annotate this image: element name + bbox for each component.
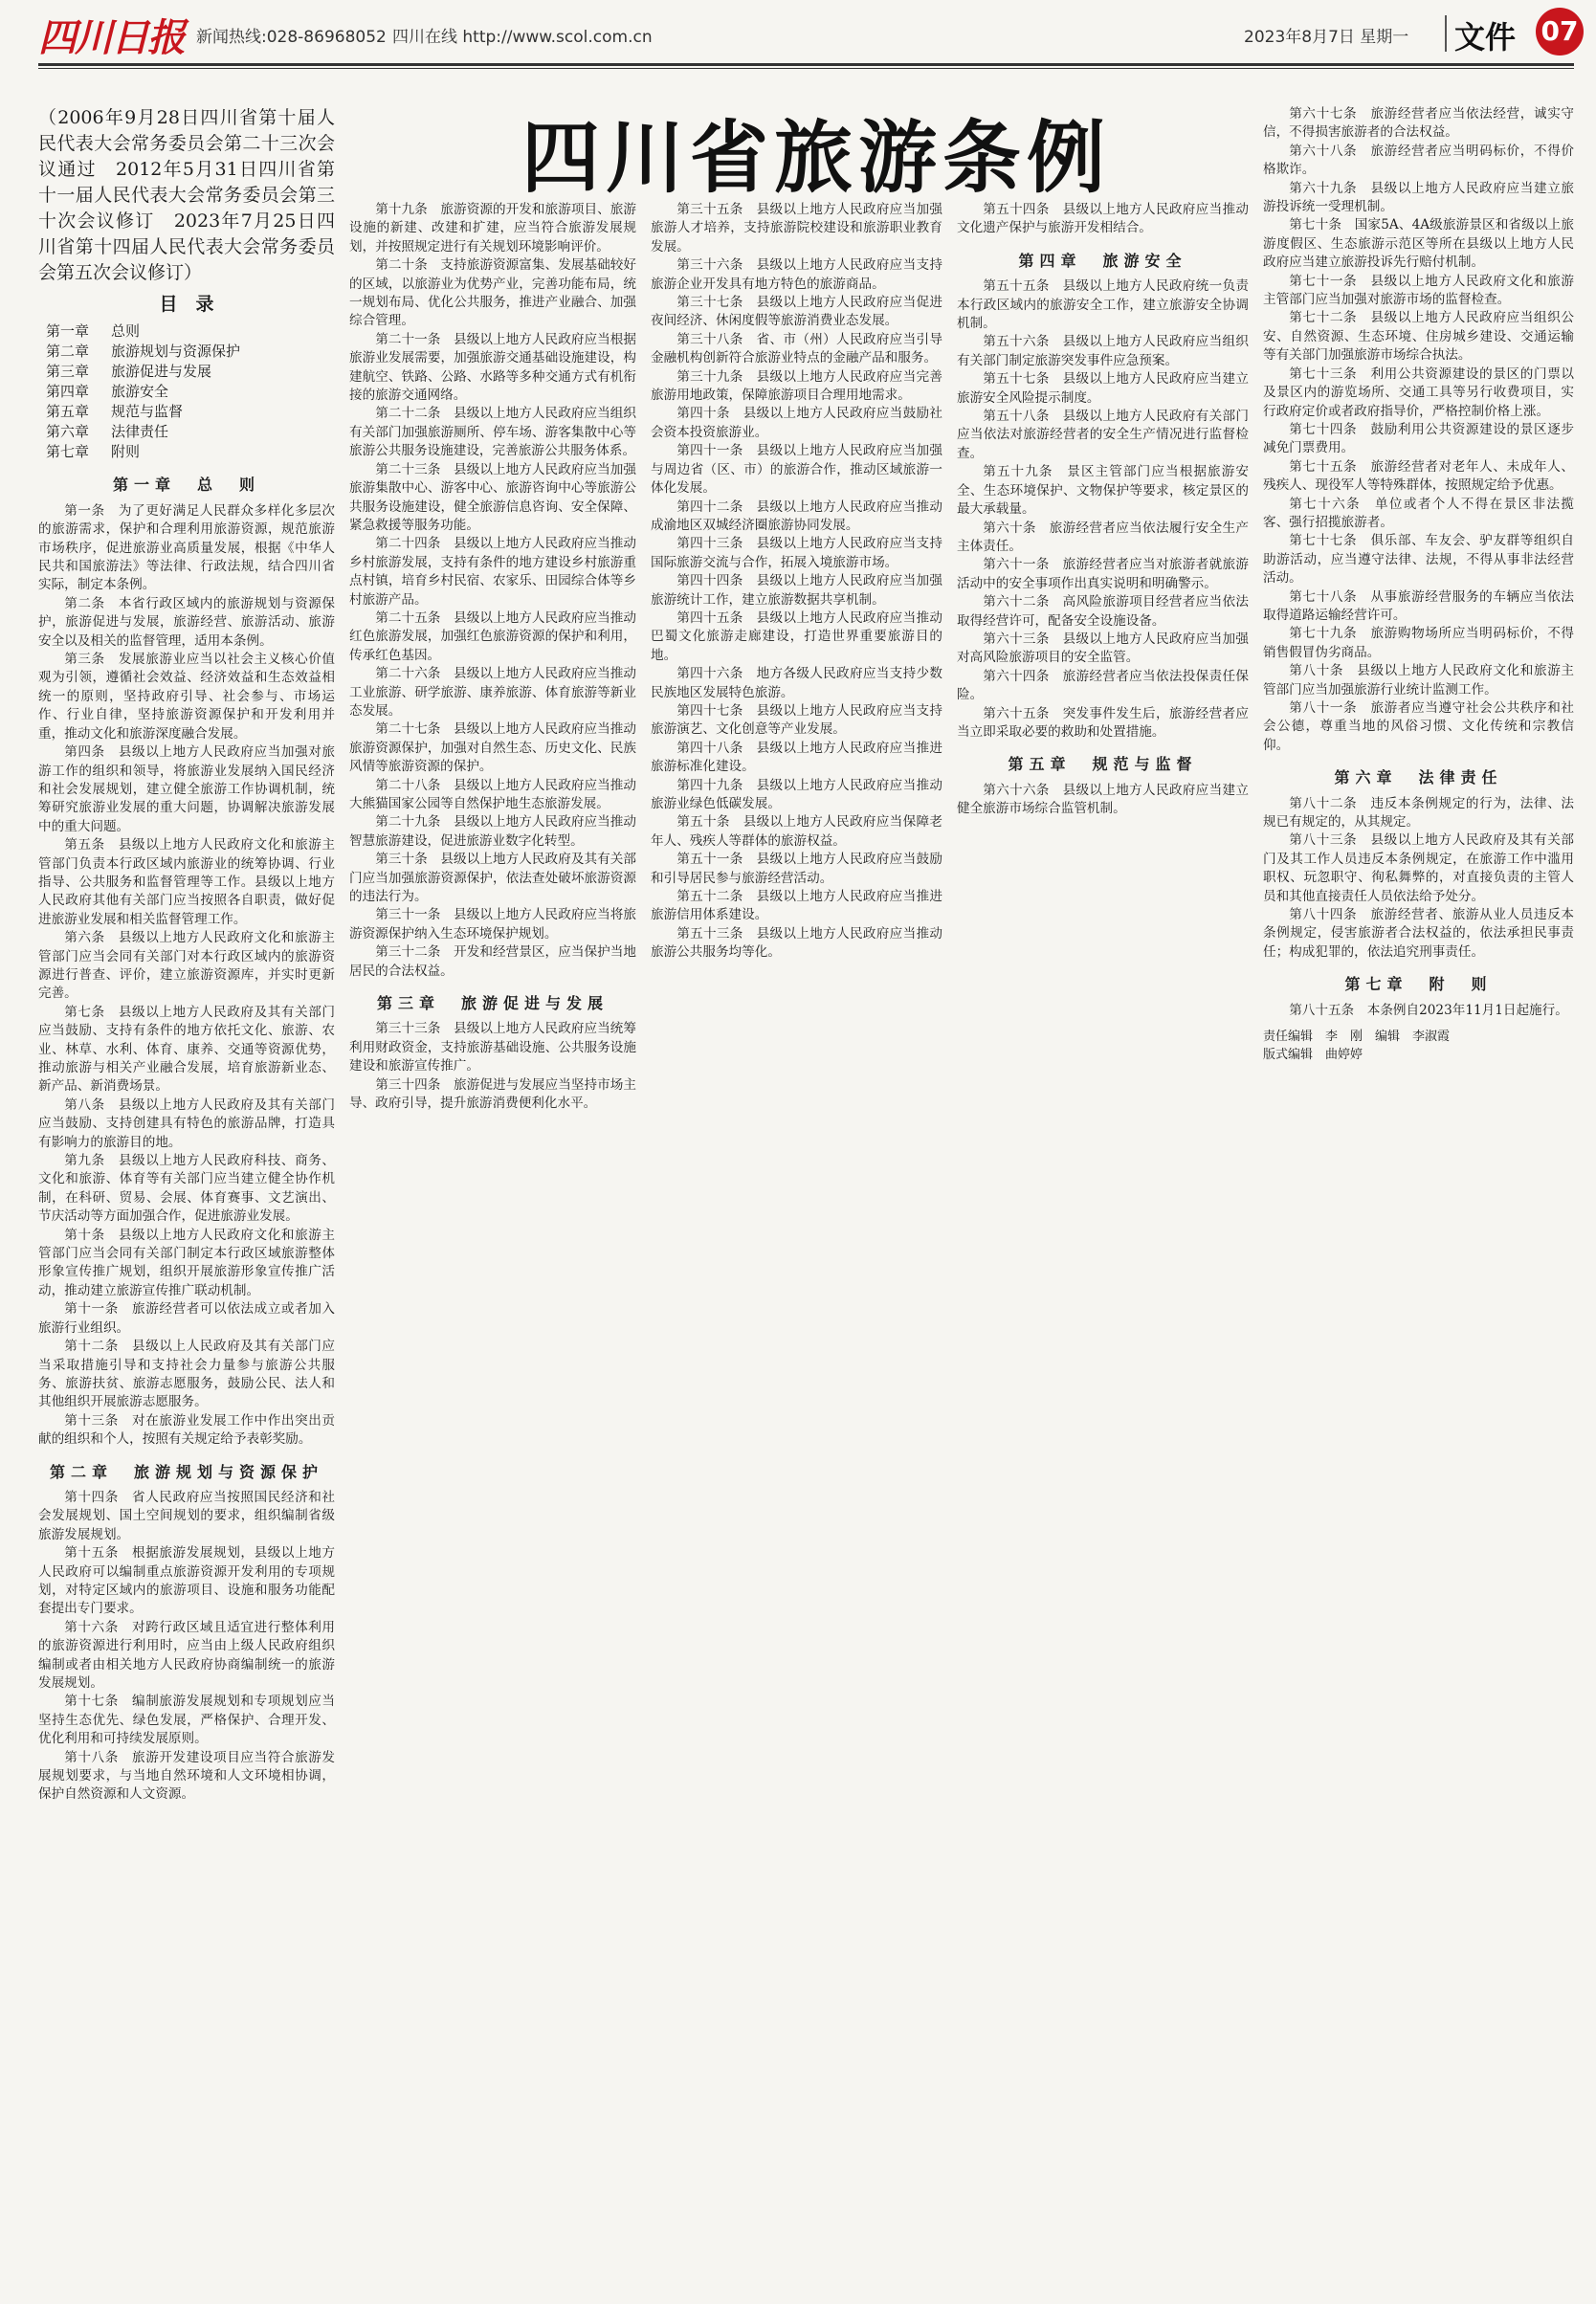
header-rule-thin — [38, 68, 1574, 69]
article: 第五条 县级以上地方人民政府文化和旅游主管部门负责本行政区域内旅游业的统筹协调、行业指导、公共服务和监督管理等工作。县级以上地方人民政府其他有关部门应当按照各自职责，做好促进旅游业发展和相关监督管理工作。 — [38, 837, 335, 927]
article: 第七十六条 单位或者个人不得在景区非法揽客、强行招揽旅游者。 — [1263, 496, 1574, 530]
toc-heading: 目 录 — [159, 294, 214, 315]
masthead — [0, 0, 1596, 63]
article: 第二十条 支持旅游资源富集、发展基础较好的区域，以旅游业为优势产业，完善功能布局，统一规划布局、优化公共服务，推进产业融合、加强综合管理。 — [349, 257, 636, 329]
article: 第五十八条 县级以上地方人民政府有关部门应当依法对旅游经营者的安全生产情况进行监督检查。 — [957, 409, 1249, 461]
article: 第二十一条 县级以上地方人民政府应当根据旅游业发展需要，加强旅游交通基础设施建设，构建航空、铁路、公路、水路等多种交通方式有机衔接的旅游交通网络。 — [349, 331, 636, 404]
page-number-badge: 07 — [1536, 8, 1584, 55]
article: 第五十一条 县级以上地方人民政府应当鼓励和引导居民参与旅游经营活动。 — [651, 852, 942, 886]
article: 第七十三条 利用公共资源建设的景区的门票以及景区内的游览场所、交通工具等另行收费项目，实行政府定价或者政府指导价，严格控制价格上涨。 — [1263, 366, 1574, 419]
article: 第七十一条 县级以上地方人民政府文化和旅游主管部门应当加强对旅游市场的监督检查。 — [1263, 273, 1574, 308]
article: 第五十三条 县级以上地方人民政府应当推动旅游公共服务均等化。 — [651, 925, 942, 961]
article: 第六十条 旅游经营者应当依法履行安全生产主体责任。 — [957, 520, 1249, 554]
article: 第四十六条 地方各级人民政府应当支持少数民族地区发展特色旅游。 — [651, 666, 942, 700]
article: 第六十五条 突发事件发生后，旅游经营者应当立即采取必要的救助和处置措施。 — [957, 705, 1249, 740]
article: 第六十一条 旅游经营者应当对旅游者就旅游活动中的安全事项作出真实说明和明确警示。 — [957, 557, 1249, 591]
toc-item[interactable]: 第六章 法律责任 — [46, 423, 169, 441]
article: 第四条 县级以上地方人民政府应当加强对旅游工作的组织和领导，将旅游业发展纳入国民经济和社会发展规划，建立健全旅游工作协调机制，统筹研究旅游业发展的重大问题，协调解决旅游发展中的重大问题。 — [38, 744, 335, 834]
column-3 — [651, 201, 942, 2287]
article: 第十六条 对跨行政区域且适宜进行整体利用的旅游资源进行利用时，应当由上级人民政府组织编制或者由相关地方人民政府协商编制统一的旅游发展规划。 — [38, 1619, 335, 1691]
article: 第二十三条 县级以上地方人民政府应当加强旅游集散中心、游客中心、旅游咨询中心等旅游公共服务设施建设，健全旅游信息咨询、安全保障、紧急救援等服务功能。 — [349, 461, 636, 533]
article: 第七十八条 从事旅游经营服务的车辆应当依法取得道路运输经营许可。 — [1263, 588, 1574, 623]
article: 第三十条 县级以上地方人民政府及其有关部门应当加强旅游资源保护，依法查处破坏旅游资源的违法行为。 — [349, 852, 636, 905]
article: 第六十七条 旅游经营者应当依法经营，诚实守信，不得损害旅游者的合法权益。 — [1263, 106, 1574, 141]
article: 第七十四条 鼓励利用公共资源建设的景区逐步减免门票费用。 — [1263, 421, 1574, 456]
chapter-heading: 第六章 法律责任 — [1334, 768, 1503, 787]
article: 第十四条 省人民政府应当按照国民经济和社会发展规划、国土空间规划的要求，组织编制省级旅游发展规划。 — [38, 1489, 335, 1542]
news-hotline: 新闻热线:028-86968052 — [196, 28, 387, 47]
column-1 — [38, 105, 335, 2287]
article: 第三十四条 旅游促进与发展应当坚持市场主导、政府引导，提升旅游消费便利化水平。 — [349, 1076, 636, 1112]
newspaper-logo: 四川日报 — [38, 15, 184, 60]
issue-date: 2023年8月7日 星期一 — [1244, 28, 1409, 47]
article: 第六十四条 旅游经营者应当依法投保责任保险。 — [957, 668, 1249, 703]
article: 第三十五条 县级以上地方人民政府应当加强旅游人才培养，支持旅游院校建设和旅游职业教育发展。 — [651, 202, 942, 255]
article: 第三十二条 开发和经营景区，应当保护当地居民的合法权益。 — [349, 944, 636, 979]
article: 第三十七条 县级以上地方人民政府应当促进夜间经济、休闲度假等旅游消费业态发展。 — [651, 295, 942, 329]
article: 第三十九条 县级以上地方人民政府应当完善旅游用地政策，保障旅游项目合理用地需求。 — [651, 368, 942, 404]
article: 第三十三条 县级以上地方人民政府应当统筹利用财政资金，支持旅游基础设施、公共服务设施建设和旅游宣传推广。 — [349, 1021, 636, 1074]
article: 第七十二条 县级以上地方人民政府应当组织公安、自然资源、生态环境、住房城乡建设、交通运输等有关部门加强旅游市场综合执法。 — [1263, 310, 1574, 364]
toc-item[interactable]: 第四章 旅游安全 — [46, 383, 169, 401]
article: 第三十八条 省、市（州）人民政府应当引导金融机构创新符合旅游业特点的金融产品和服务。 — [651, 331, 942, 366]
article: 第十八条 旅游开发建设项目应当符合旅游发展规划要求，与当地自然环境和人文环境相协调，保护自然资源和人文资源。 — [38, 1749, 335, 1803]
column-5 — [1263, 105, 1574, 2292]
website-link[interactable]: 四川在线 http://www.scol.com.cn — [392, 28, 653, 47]
article: 第十五条 根据旅游发展规划，县级以上地方人民政府可以编制重点旅游资源开发利用的专项规划，对特定区域内的旅游项目、设施和服务功能配套提出专门要求。 — [38, 1545, 335, 1617]
article: 第四十九条 县级以上地方人民政府应当推动旅游业绿色低碳发展。 — [651, 777, 942, 811]
article: 第七十条 国家5A、4A级旅游景区和省级以上旅游度假区、生态旅游示范区等所在县级以上地方人民政府应当建立旅游投诉先行赔付机制。 — [1263, 217, 1574, 271]
article: 第四十八条 县级以上地方人民政府应当推进旅游标准化建设。 — [651, 740, 942, 775]
article: 第八十四条 旅游经营者、旅游从业人员违反本条例规定，侵害旅游者合法权益的，依法承担民事责任；构成犯罪的，依法追究刑事责任。 — [1263, 907, 1574, 960]
toc-item[interactable]: 第二章 旅游规划与资源保护 — [46, 343, 241, 361]
article: 第四十二条 县级以上地方人民政府应当推动成渝地区双城经济圈旅游协同发展。 — [651, 498, 942, 533]
column-4 — [957, 201, 1249, 2287]
article: 第六十六条 县级以上地方人民政府应当建立健全旅游市场综合监管机制。 — [957, 782, 1249, 817]
section-label: 文件 — [1454, 19, 1517, 55]
chapter-heading: 第七章 附 则 — [1344, 975, 1493, 994]
article: 第六十九条 县级以上地方人民政府应当建立旅游投诉统一受理机制。 — [1263, 180, 1574, 215]
toc-item[interactable]: 第三章 旅游促进与发展 — [46, 363, 212, 381]
article: 第四十条 县级以上地方人民政府应当鼓励社会资本投资旅游业。 — [651, 406, 942, 440]
article: 第七十五条 旅游经营者对老年人、未成年人、残疾人、现役军人等特殊群体，按照规定给予优惠。 — [1263, 458, 1574, 494]
article: 第十二条 县级以上人民政府及其有关部门应当采取措施引导和支持社会力量参与旅游公共服务、旅游扶贫、旅游志愿服务，鼓励公民、法人和其他组织开展旅游志愿服务。 — [38, 1339, 335, 1410]
editor-credits — [1263, 1028, 1574, 1064]
article: 第八十五条 本条例自2023年11月1日起施行。 — [1289, 1002, 1568, 1018]
article: 第二十九条 县级以上地方人民政府应当推动智慧旅游建设，促进旅游业数字化转型。 — [349, 814, 636, 849]
article: 第六条 县级以上地方人民政府文化和旅游主管部门应当会同有关部门对本行政区域内的旅游资源进行普查、评价，建立旅游资源库，并实时更新完善。 — [38, 930, 335, 1002]
article: 第八十条 县级以上地方人民政府文化和旅游主管部门应当加强旅游行业统计监测工作。 — [1263, 663, 1574, 698]
article: 第四十七条 县级以上地方人民政府应当支持旅游演艺、文化创意等产业发展。 — [651, 702, 942, 738]
article: 第五十七条 县级以上地方人民政府应当建立旅游安全风险提示制度。 — [957, 371, 1249, 406]
article: 第八条 县级以上地方人民政府及其有关部门应当鼓励、支持创建具有特色的旅游品牌，打造具有影响力的旅游目的地。 — [38, 1097, 335, 1150]
article: 第六十八条 旅游经营者应当明码标价，不得价格欺诈。 — [1263, 143, 1574, 178]
toc-item[interactable]: 第一章 总则 — [46, 322, 141, 341]
toc-item[interactable]: 第五章 规范与监督 — [46, 403, 184, 421]
chapter-heading: 第四章 旅游安全 — [1018, 251, 1187, 270]
article: 第四十五条 县级以上地方人民政府应当推动巴蜀文化旅游走廊建设，打造世界重要旅游目的地。 — [651, 609, 942, 663]
chapter-heading: 第三章 旅游促进与发展 — [376, 994, 609, 1013]
article: 第八十三条 县级以上地方人民政府及其有关部门及其工作人员违反本条例规定，在旅游工作中滥用职权、玩忽职守、徇私舞弊的，对直接负责的主管人员和其他直接责任人员依法给予处分。 — [1263, 832, 1574, 904]
article: 第十七条 编制旅游发展规划和专项规划应当坚持生态优先、绿色发展，严格保护、合理开发、优化利用和可持续发展原则。 — [38, 1694, 335, 1747]
article: 第十条 县级以上地方人民政府文化和旅游主管部门应当会同有关部门制定本行政区域旅游整体形象宣传推广规划，组织开展旅游形象宣传推广活动，推动建立旅游宣传推广联动机制。 — [38, 1227, 335, 1298]
article: 第三十一条 县级以上地方人民政府应当将旅游资源保护纳入生态环境保护规划。 — [349, 907, 636, 942]
article: 第四十一条 县级以上地方人民政府应当加强与周边省（区、市）的旅游合作，推动区域旅游一体化发展。 — [651, 443, 942, 497]
article: 第五十五条 县级以上地方人民政府统一负责本行政区域内的旅游安全工作，建立旅游安全协调机制。 — [957, 278, 1249, 332]
article: 第七十七条 俱乐部、车友会、驴友群等组织自助游活动，应当遵守法律、法规，不得从事非法经营活动。 — [1263, 533, 1574, 587]
article: 第十一条 旅游经营者可以依法成立或者加入旅游行业组织。 — [38, 1301, 335, 1336]
article: 第二十七条 县级以上地方人民政府应当推动旅游资源保护，加强对自然生态、历史文化、民族风情等旅游资源的保护。 — [349, 721, 636, 775]
article: 第七十九条 旅游购物场所应当明码标价，不得销售假冒伪劣商品。 — [1263, 626, 1574, 660]
responsible-editor: 责任编辑 李 刚 编辑 李淑霞 — [1263, 1030, 1451, 1045]
article: 第二十五条 县级以上地方人民政府应当推动红色旅游发展，加强红色旅游资源的保护和利用，传承红色基因。 — [349, 609, 636, 663]
article: 第五十二条 县级以上地方人民政府应当推进旅游信用体系建设。 — [651, 889, 942, 923]
article: 第五十四条 县级以上地方人民政府应当推动文化遗产保护与旅游开发相结合。 — [957, 202, 1249, 236]
article: 第八十一条 旅游者应当遵守社会公共秩序和社会公德，尊重当地的风俗习惯、文化传统和宗教信仰。 — [1263, 700, 1574, 753]
article: 第六十二条 高风险旅游项目经营者应当依法取得经营许可，配备安全设施设备。 — [957, 594, 1249, 629]
intro-note: （2006年9月28日四川省第十届人民代表大会常务委员会第二十三次会议通过 2012年5月31日四川省第十一届人民代表大会常务委员会第三十次会议修订 2023年7月25日四川省第十四届人民代表大会常务委员会第五次会议修订） — [38, 107, 335, 283]
chapter-heading: 第一章 总 则 — [112, 476, 260, 495]
article: 第八十二条 违反本条例规定的行为，法律、法规已有规定的，从其规定。 — [1263, 795, 1574, 831]
article: 第二十六条 县级以上地方人民政府应当推动工业旅游、研学旅游、康养旅游、体育旅游等新业态发展。 — [349, 666, 636, 719]
article: 第三十六条 县级以上地方人民政府应当支持旅游企业开发具有地方特色的旅游商品。 — [651, 257, 942, 292]
article: 第十九条 旅游资源的开发和旅游项目、旅游设施的新建、改建和扩建，应当符合旅游发展规划，并按照规定进行有关规划环境影响评价。 — [349, 202, 636, 255]
column-2 — [349, 201, 636, 2287]
article: 第二十四条 县级以上地方人民政府应当推动乡村旅游发展，支持有条件的地方建设乡村旅游重点村镇，培育乡村民宿、农家乐、田园综合体等乡村旅游产品。 — [349, 536, 636, 608]
article: 第四十四条 县级以上地方人民政府应当加强旅游统计工作，建立旅游数据共享机制。 — [651, 573, 942, 608]
article: 第四十三条 县级以上地方人民政府应当支持国际旅游交流与合作，拓展入境旅游市场。 — [651, 536, 942, 570]
toc-item[interactable]: 第七章 附则 — [46, 443, 141, 461]
layout-editor: 版式编辑 曲婷婷 — [1263, 1048, 1363, 1063]
article: 第六十三条 县级以上地方人民政府应当加强对高风险旅游项目的安全监管。 — [957, 631, 1249, 666]
article: 第九条 县级以上地方人民政府科技、商务、文化和旅游、体育等有关部门应当建立健全协作机制，在科研、贸易、会展、体育赛事、文艺演出、节庆活动等方面加强合作，促进旅游业发展。 — [38, 1153, 335, 1225]
article: 第二十二条 县级以上地方人民政府应当组织有关部门加强旅游厕所、停车场、游客集散中心等旅游公共服务设施建设，完善旅游公共服务体系。 — [349, 406, 636, 459]
chapter-heading: 第五章 规范与监督 — [1008, 755, 1198, 774]
article: 第十三条 对在旅游业发展工作中作出突出贡献的组织和个人，按照有关规定给予表彰奖励。 — [38, 1412, 335, 1448]
article: 第五十六条 县级以上地方人民政府应当组织有关部门制定旅游突发事件应急预案。 — [957, 334, 1249, 368]
article: 第七条 县级以上地方人民政府及其有关部门应当鼓励、支持有条件的地方依托文化、旅游、农业、林草、水利、体育、康养、交通等资源优势，推动旅游与相关产业融合发展，培育旅游新业态、新产品、新消费场景。 — [38, 1004, 335, 1095]
article: 第一条 为了更好满足人民群众多样化多层次的旅游需求，保护和合理利用旅游资源，规范旅游市场秩序，促进旅游业高质量发展，根据《中华人民共和国旅游法》等法律、行政法规，结合四川省实际，制定本条例。 — [38, 502, 335, 593]
article: 第五十条 县级以上地方人民政府应当保障老年人、残疾人等群体的旅游权益。 — [651, 814, 942, 849]
article: 第三条 发展旅游业应当以社会主义核心价值观为引领，遵循社会效益、经济效益和生态效益相统一的原则，坚持政府引导、社会参与、市场运作、行业自律，坚持旅游资源保护和开发利用并重，推动文化和旅游深度融合发展。 — [38, 652, 335, 742]
table-of-contents — [38, 321, 335, 462]
page-title: 四川省旅游条例 — [521, 113, 1112, 204]
header-divider — [1445, 15, 1447, 52]
chapter-heading: 第二章 旅游规划与资源保护 — [49, 1462, 323, 1481]
article: 第五十九条 景区主管部门应当根据旅游安全、生态环境保护、文物保护等要求，核定景区的最大承载量。 — [957, 464, 1249, 518]
article: 第二十八条 县级以上地方人民政府应当推动大熊猫国家公园等自然保护地生态旅游发展。 — [349, 777, 636, 811]
header-rule — [38, 63, 1574, 66]
article: 第二条 本省行政区域内的旅游规划与资源保护，旅游促进与发展，旅游经营、旅游活动、旅游安全以及相关的监督管理，适用本条例。 — [38, 595, 335, 649]
